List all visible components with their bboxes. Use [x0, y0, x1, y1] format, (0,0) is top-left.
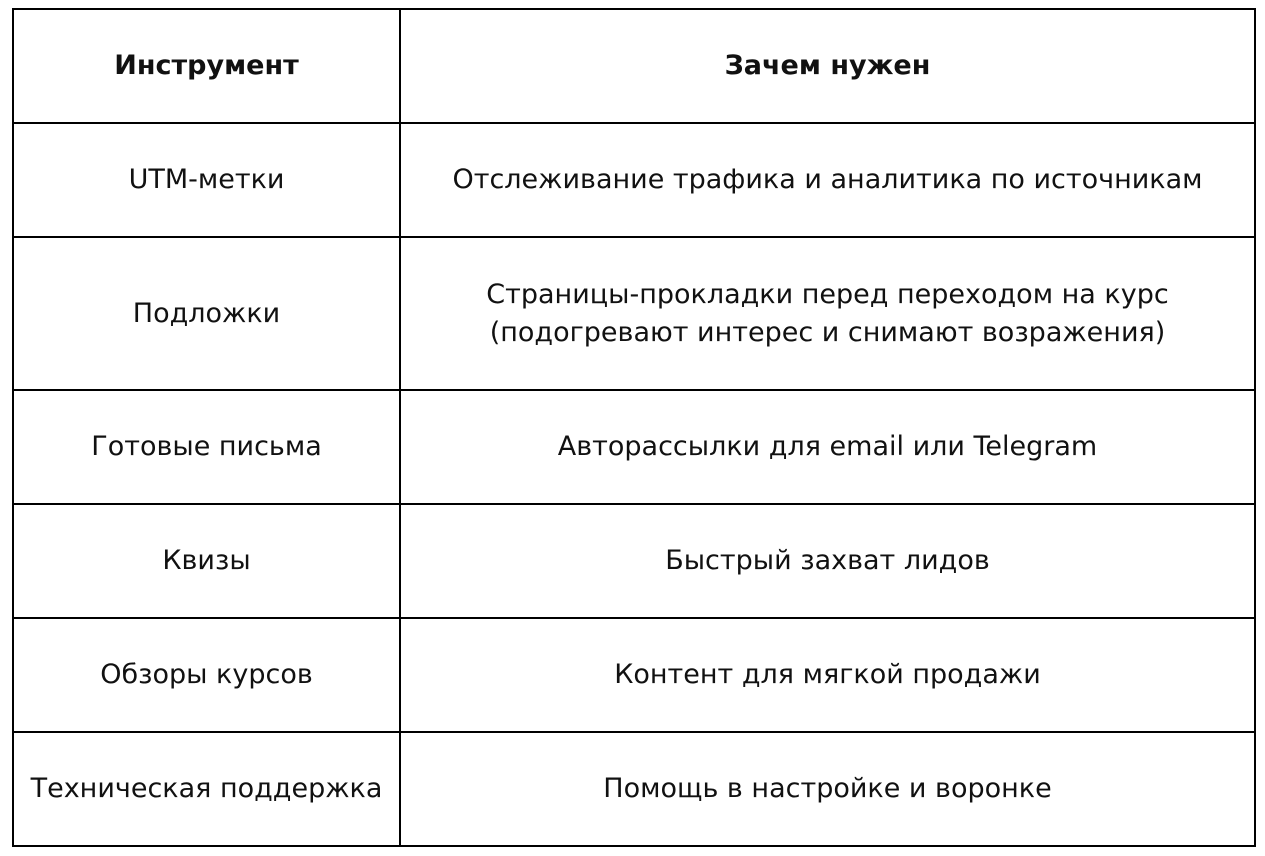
- table-row: [13, 123, 1255, 237]
- table-row: [13, 390, 1255, 504]
- tool-cell: Квизы: [13, 504, 400, 618]
- table-row: [13, 237, 1255, 390]
- table-row: [13, 504, 1255, 618]
- purpose-cell: [400, 618, 1255, 732]
- purpose-line: Отслеживание трафика и аналитика по источникам: [452, 164, 1203, 195]
- tool-cell: Подложки: [13, 237, 400, 390]
- table-row: [13, 732, 1255, 846]
- purpose-cell: [400, 390, 1255, 504]
- tools-table: [12, 8, 1256, 847]
- purpose-line: Авторассылки для email или Telegram: [557, 431, 1098, 462]
- header-purpose: Зачем нужен: [400, 9, 1255, 123]
- purpose-line: (подогревают интерес и снимают возражения): [489, 316, 1166, 348]
- purpose-line: Контент для мягкой продажи: [614, 659, 1041, 690]
- purpose-cell: [400, 504, 1255, 618]
- tool-cell: UTM-метки: [13, 123, 400, 237]
- table-header-row: [13, 9, 1255, 123]
- tools-table-container: [12, 8, 1254, 848]
- purpose-line: Помощь в настройке и воронке: [603, 773, 1052, 804]
- purpose-cell: [400, 237, 1255, 390]
- purpose-cell: [400, 123, 1255, 237]
- purpose-line: Быстрый захват лидов: [665, 545, 990, 576]
- purpose-cell: [400, 732, 1255, 846]
- table-row: [13, 618, 1255, 732]
- purpose-line: Страницы-прокладки перед переходом на курс: [486, 278, 1169, 310]
- header-tool: Инструмент: [13, 9, 400, 123]
- tool-cell: Готовые письма: [13, 390, 400, 504]
- tool-cell: Техническая поддержка: [13, 732, 400, 846]
- tool-cell: Обзоры курсов: [13, 618, 400, 732]
